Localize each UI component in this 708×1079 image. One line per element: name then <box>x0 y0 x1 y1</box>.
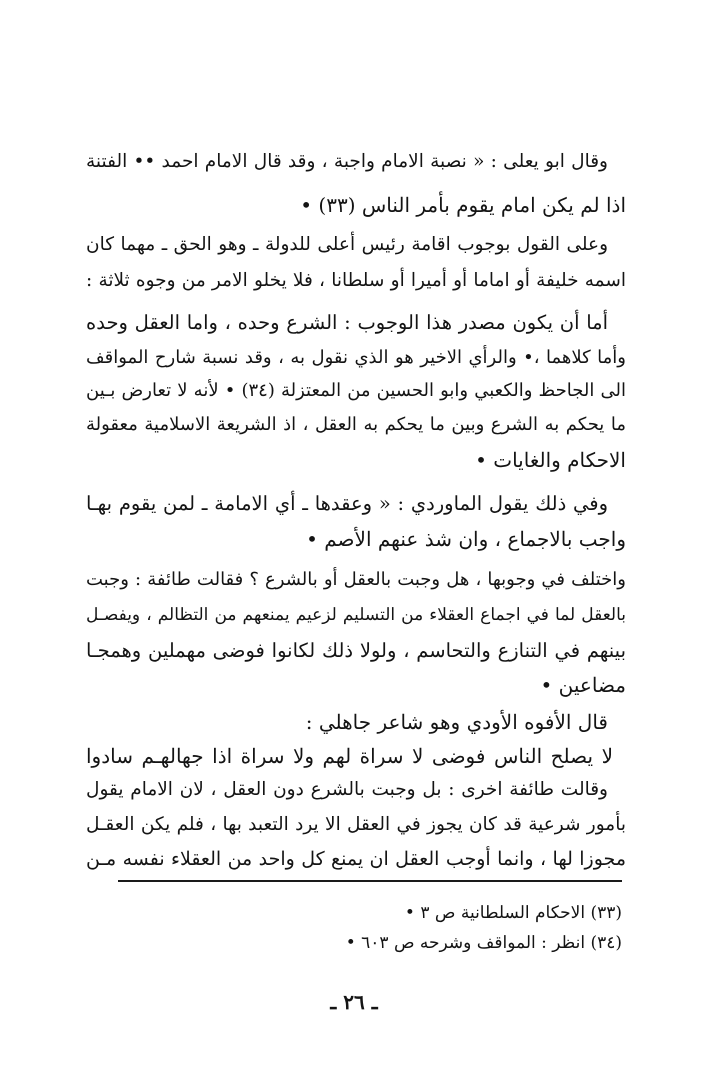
text-line: وقالت طائفة اخرى : بل وجبت بالشرع دون العقل ، لان الامام يقول <box>86 779 608 800</box>
text-line: الى الجاحظ والكعبي وابو الحسين من المعتزلة (٣٤) • لأنه لا تعارض بـين <box>86 380 626 401</box>
text-line: واجب بالاجماع ، وان شذ عنهم الأصم • <box>306 527 626 551</box>
text-line: بأمور شرعية قد كان يجوز في العقل الا يرد التعبد بها ، فلم يكن العقـل <box>86 814 626 835</box>
text-line: وقال ابو يعلى : « نصبة الامام واجبة ، وقد قال الامام احمد •• الفتنة <box>86 151 608 172</box>
text-line: وفي ذلك يقول الماوردي : « وعقدها ـ أي الامامة ـ لمن يقوم بهـا <box>86 492 608 515</box>
text-line: مضاعين • <box>540 673 626 697</box>
text-line: ما يحكم به الشرع وبين ما يحكم به العقل ، اذ الشريعة الاسلامية معقولة <box>86 414 626 435</box>
footnote-divider <box>118 880 622 882</box>
text-line: مجوزا لها ، وانما أوجب العقل ان يمنع كل واحد من العقلاء نفسه مـن <box>86 848 626 870</box>
text-line: بينهم في التنازع والتحاسم ، ولولا ذلك لكانوا فوضى مهملين وهمجـا <box>86 639 626 662</box>
text-line: وأما كلاهما ،• والرأي الاخير هو الذي نقول به ، وقد نسبة شارح المواقف <box>86 347 626 368</box>
text-line: أما أن يكون مصدر هذا الوجوب : الشرع وحده ، واما العقل وحده <box>86 311 608 334</box>
page-number: ـ ٢٦ ـ <box>330 990 378 1014</box>
verse-line: لا يصلح الناس فوضى لا سراة لهم ولا سراة اذا جهالهـم سادوا <box>86 744 613 768</box>
text-line: الاحكام والغايات • <box>475 448 626 472</box>
text-line: وعلى القول بوجوب اقامة رئيس أعلى للدولة ـ وهو الحق ـ مهما كان <box>86 234 608 255</box>
footnote: (٣٣) الاحكام السلطانية ص ٣ • <box>404 903 622 923</box>
text-line: اذا لم يكن امام يقوم بأمر الناس (٣٣) • <box>300 193 626 217</box>
text-line: واختلف في وجوبها ، هل وجبت بالعقل أو بالشرع ؟ فقالت طائفة : وجبت <box>86 569 626 590</box>
text-line: قال الأفوه الأودي وهو شاعر جاهلي : <box>305 710 608 734</box>
footnote: (٣٤) انظر : المواقف وشرحه ص ٦٠٣ • <box>345 933 622 953</box>
text-line: بالعقل لما في اجماع العقلاء من التسليم لزعيم يمنعهم من التظالم ، ويفصـل <box>86 605 626 625</box>
text-line: اسمه خليفة أو اماما أو أميرا أو سلطانا ، فلا يخلو الامر من وجوه ثلاثة : <box>86 270 626 291</box>
